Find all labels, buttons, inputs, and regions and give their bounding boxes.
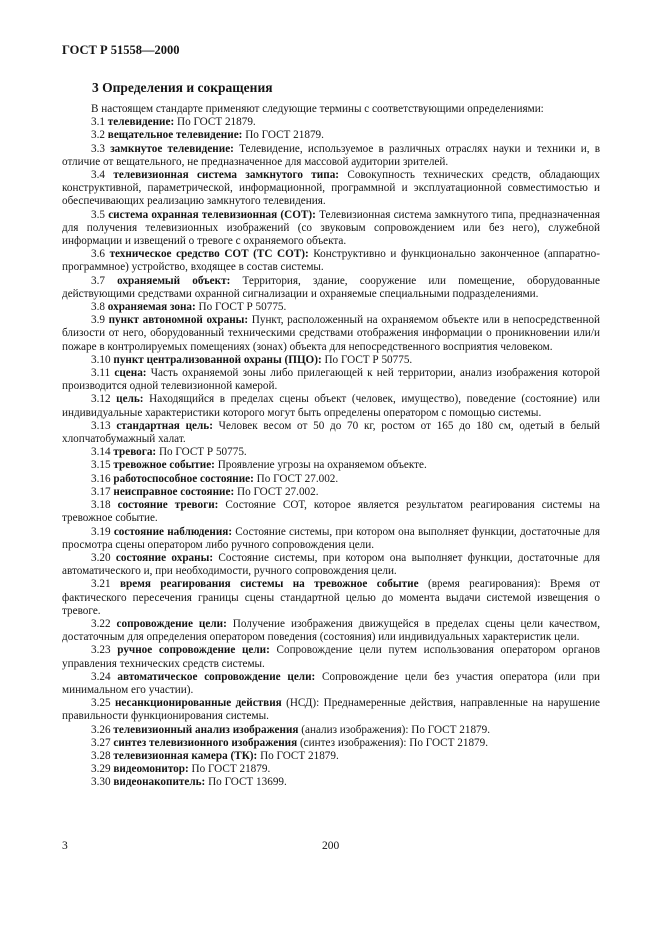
definition-text: Состояние системы, при котором она выполняет функции, достаточные для автоматического и, при необходимости, ручного сопровождения цели. — [62, 551, 600, 578]
definition-term: техническое средство СОТ (ТС СОТ): — [109, 248, 309, 261]
definition-term: ручное сопровождение цели: — [117, 644, 270, 657]
definition-number: 3.22 — [91, 617, 111, 630]
definition-term: сопровождение цели: — [116, 617, 227, 630]
definition-item — [62, 750, 600, 763]
definition-term: видеонакопитель: — [113, 776, 206, 789]
definition-item — [62, 169, 600, 209]
definition-text: (анализ изображения): По ГОСТ 21879. — [301, 723, 491, 736]
definition-item — [62, 314, 600, 354]
definition-term: работоспособное состояние: — [113, 472, 254, 485]
definition-text: (время реагирования): Время от фактического пересечения границы сцены стандартной целью до момента выдачи системой извещения о тревоге. — [62, 578, 601, 617]
definition-number: 3.21 — [91, 578, 111, 591]
definition-number: 3.5 — [91, 208, 105, 221]
definition-number: 3.20 — [91, 551, 111, 564]
definition-item — [62, 143, 600, 169]
definition-number: 3.6 — [91, 248, 105, 261]
definition-text: По ГОСТ 21879. — [260, 749, 339, 762]
definitions-list — [62, 116, 600, 789]
definition-item — [62, 367, 600, 393]
definition-number: 3.17 — [91, 485, 111, 498]
definition-term: состояние наблюдения: — [113, 525, 233, 538]
definition-term: синтез телевизионного изображения — [113, 736, 298, 749]
definition-text: По ГОСТ 21879. — [245, 129, 324, 142]
definition-number: 3.25 — [91, 697, 111, 710]
definition-term: стандартная цель: — [116, 419, 213, 432]
definition-term: состояние охраны: — [115, 551, 214, 564]
definition-term: тревога: — [113, 446, 157, 459]
definition-term: охраняемый объект: — [117, 274, 231, 287]
definition-number: 3.7 — [91, 274, 105, 287]
definition-number: 3.23 — [91, 644, 111, 657]
definition-term: неисправное состояние: — [113, 485, 235, 498]
definition-text: Находящийся в пределах сцены объект (человек, имущество), поведение (состояние) или индивидуальные характеристики которого могут быть определены оператором с помощью системы. — [62, 393, 601, 419]
definition-text: (синтез изображения): По ГОСТ 21879. — [299, 736, 489, 749]
definition-number: 3.2 — [91, 129, 105, 142]
definition-number: 3.13 — [91, 419, 111, 432]
definition-text: По ГОСТ 13699. — [208, 776, 287, 789]
definition-term: состояние тревоги: — [117, 499, 219, 512]
definition-text: Проявление угрозы на охраняемом объекте. — [217, 459, 427, 472]
page-number: 3 — [62, 840, 68, 852]
document-header: ГОСТ Р 51558—2000 — [62, 43, 180, 57]
definition-term: время реагирования системы на тревожное событие — [119, 578, 419, 591]
definition-text: Пункт, расположенный на охраняемом объекте или в непосредственной близости от него, оборудованный техническими средствами отображения информации о проникновении или/и пожаре в контролируемых помещениях (зонах) объекта для непосредственного восприятия человеком. — [62, 314, 601, 353]
definition-term: телевидение: — [107, 116, 175, 129]
definition-item — [62, 763, 600, 776]
definition-term: несанкционированные действия — [114, 697, 282, 710]
definition-item — [62, 275, 600, 301]
section-title: 3 Определения и сокращения — [92, 80, 273, 95]
definition-term: цель: — [116, 393, 144, 406]
definition-term: видеомонитор: — [113, 763, 189, 776]
definition-number: 3.29 — [91, 763, 111, 776]
definition-item — [62, 393, 600, 419]
definition-item — [62, 578, 600, 618]
definition-term: пункт автономной охраны: — [108, 314, 249, 327]
definition-item — [62, 526, 600, 552]
definition-number: 3.16 — [91, 472, 111, 485]
definition-text: (НСД): Преднамеренные действия, направленные на нарушение правильности функционирования системы. — [62, 697, 601, 723]
definition-item — [62, 473, 600, 486]
definition-number: 3.15 — [91, 459, 111, 472]
definition-item — [62, 420, 600, 446]
definition-item — [62, 301, 600, 314]
definition-item — [62, 644, 600, 670]
definition-number: 3.24 — [91, 670, 111, 683]
definition-item — [62, 697, 600, 723]
definition-number: 3.30 — [91, 776, 111, 789]
definition-item — [62, 724, 600, 737]
definition-text: Состояние системы, при котором она выполняет функции, достаточные для просмотра сцены оператором либо ручного сопровождения цели. — [62, 525, 600, 551]
definition-item — [62, 737, 600, 750]
definition-term: телевизионная система замкнутого типа: — [113, 169, 340, 182]
sheet-number: 200 — [322, 840, 340, 852]
definition-text: По ГОСТ Р 50775. — [158, 446, 247, 459]
definition-text: Получение изображения движущейся в пределах сцены цели качеством, достаточным для определения оператором поведения (состояния) или индивидуальных характеристик цели. — [62, 617, 600, 644]
definition-text: По ГОСТ Р 50775. — [198, 301, 287, 314]
definition-number: 3.26 — [91, 723, 111, 736]
definition-item — [62, 248, 600, 274]
definition-number: 3.1 — [91, 116, 105, 129]
definition-text: По ГОСТ 21879. — [191, 763, 271, 776]
definition-text: По ГОСТ 27.002. — [237, 485, 319, 498]
definition-number: 3.10 — [91, 353, 111, 366]
definition-item — [62, 776, 600, 789]
definition-text: По ГОСТ 27.002. — [256, 472, 339, 485]
definition-text: Человек весом от 50 до 70 кг, ростом от 165 до 180 см, одетый в белый хлопчатобумажный халат. — [62, 419, 600, 446]
definition-text: Часть охраняемой зоны либо прилегающей к ней территории, анализ изображения которой производится одной телевизионной камерой. — [62, 367, 601, 393]
definition-item — [62, 446, 600, 459]
definition-item — [62, 209, 600, 249]
definition-term: замкнутое телевидение: — [110, 142, 234, 155]
definition-number: 3.8 — [91, 301, 105, 314]
definition-text: Сопровождение цели путем использования оператором органов управления технических средств системы. — [62, 644, 601, 670]
definition-term: тревожное событие: — [113, 459, 215, 472]
definition-term: телевизионная камера (ТК): — [113, 749, 258, 762]
definition-item — [62, 354, 600, 367]
definition-item — [62, 552, 600, 578]
definition-number: 3.27 — [91, 736, 111, 749]
definition-number: 3.3 — [91, 142, 105, 155]
definition-text: Конструктивно и функционально законченное (аппаратно-программное) устройство, входящее в состав системы. — [62, 248, 601, 274]
definition-term: сцена: — [114, 367, 147, 380]
definition-text: Совокупность технических средств, обладающих конструктивной, параметрической, информационной, программной и эксплуатационной совместимостью и обеспечивающих реализацию замкнутого телевидения. — [62, 169, 600, 208]
definition-item — [62, 499, 600, 525]
definition-text: Территория, здание, сооружение или помещение, оборудованные действующими средствами охранной сигнализации и охраняемые специальными подразделениями. — [62, 274, 600, 300]
definition-number: 3.28 — [91, 749, 111, 762]
definition-text: Состояние СОТ, которое является результатом реагирования системы на тревожное событие. — [62, 499, 601, 525]
definition-number: 3.19 — [91, 525, 111, 538]
definition-number: 3.18 — [91, 499, 111, 512]
definition-term: телевизионный анализ изображения — [113, 723, 299, 736]
definition-term: автоматическое сопровождение цели: — [117, 670, 316, 683]
definition-term: система охранная телевизионная (СОТ): — [108, 208, 316, 221]
definition-item — [62, 618, 600, 644]
definition-number: 3.14 — [91, 446, 111, 459]
definition-number: 3.12 — [91, 393, 111, 406]
definition-term: вещательное телевидение: — [107, 129, 243, 142]
definition-text: Телевидение, используемое в различных отраслях науки и техники и, в отличие от вещательного, не предназначенное для массовой аудитории зрителей. — [62, 142, 600, 168]
definition-item — [62, 459, 600, 472]
definition-item — [62, 671, 600, 697]
definition-number: 3.4 — [91, 169, 105, 182]
definition-item — [62, 116, 600, 129]
definition-text: По ГОСТ Р 50775. — [324, 353, 413, 366]
definition-text: По ГОСТ 21879. — [176, 116, 256, 129]
document-body — [62, 103, 600, 790]
definition-item — [62, 129, 600, 142]
definition-number: 3.11 — [91, 367, 111, 380]
definition-text: Сопровождение цели без участия оператора (или при минимальном его участии). — [62, 670, 601, 696]
definition-term: охраняемая зона: — [107, 301, 196, 314]
definition-term: пункт централизованной охраны (ПЦО): — [113, 353, 322, 366]
intro-paragraph: В настоящем стандарте применяют следующие термины с соответствующими определениями: — [91, 103, 544, 115]
definition-text: Телевизионная система замкнутого типа, предназначенная для получения телевизионных изображений (со звуковым сопровождением или без него), служебной информации и извещений о тревоге с охраняемого объекта. — [62, 208, 601, 248]
definition-item — [62, 486, 600, 499]
definition-number: 3.9 — [91, 314, 105, 327]
